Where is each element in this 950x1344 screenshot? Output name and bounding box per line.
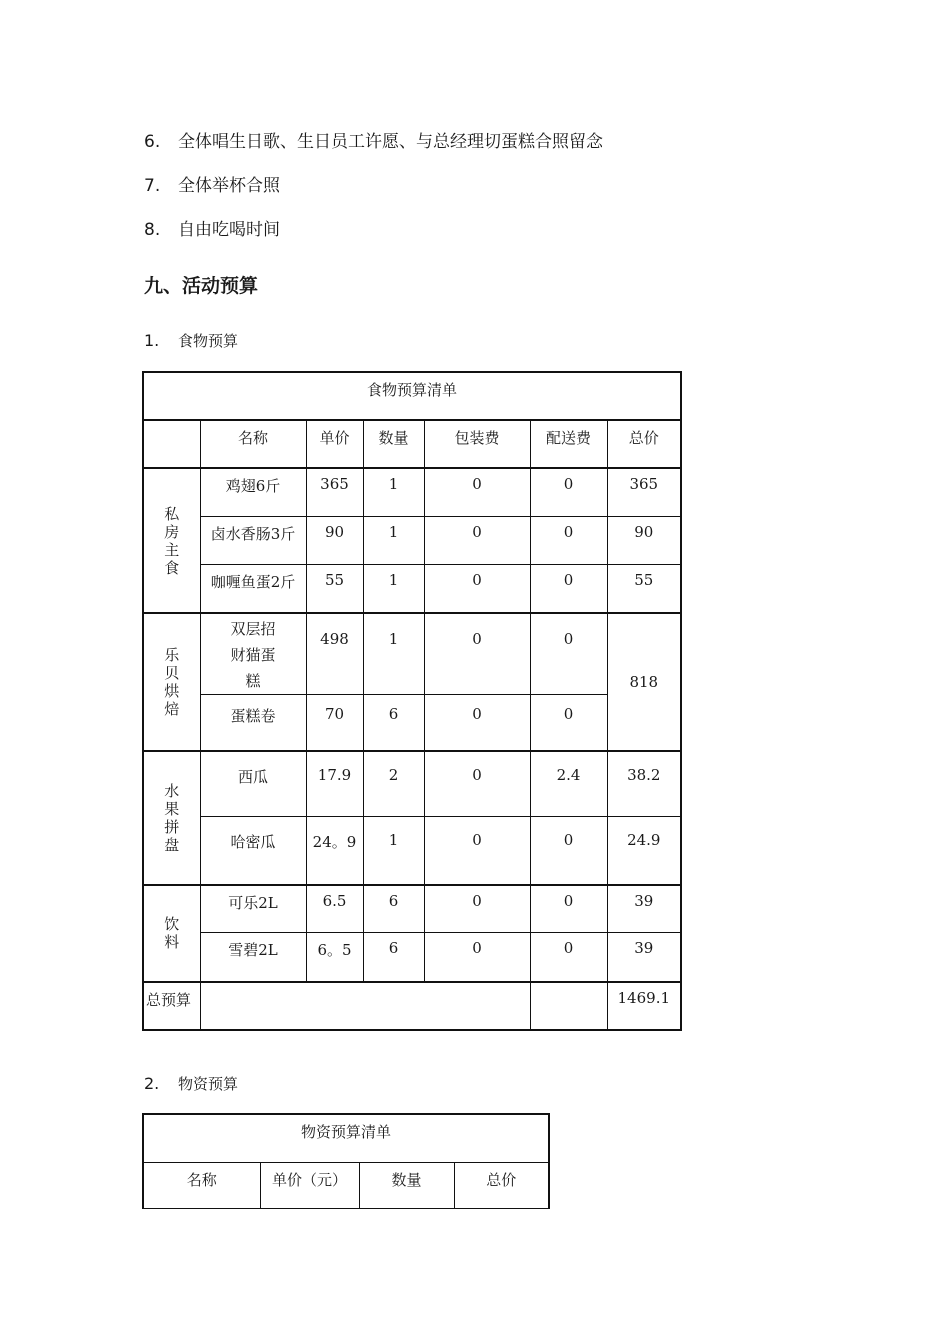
table-row xyxy=(143,468,681,516)
item-delivery: 0 xyxy=(530,468,607,516)
table-row xyxy=(143,613,681,695)
item-name: 哈密瓜 xyxy=(200,817,306,885)
item-qty: 1 xyxy=(363,516,424,564)
subsection-number: 1. xyxy=(144,331,160,350)
list-item xyxy=(144,127,603,152)
header-cell: 总价 xyxy=(607,420,681,468)
table-title: 物资预算清单 xyxy=(143,1114,549,1162)
food-budget-table xyxy=(142,371,682,1031)
item-price: 6.5 xyxy=(306,885,363,933)
item-price: 90 xyxy=(306,516,363,564)
item-delivery: 0 xyxy=(530,817,607,885)
subsection-number: 2. xyxy=(144,1074,160,1093)
header-cell: 数量 xyxy=(363,420,424,468)
table-row xyxy=(143,695,681,751)
item-qty: 6 xyxy=(363,695,424,751)
list-text: 自由吃喝时间 xyxy=(178,220,280,240)
list-item xyxy=(144,171,280,196)
item-qty: 2 xyxy=(363,751,424,817)
list-number: 6. xyxy=(144,132,161,152)
item-price: 365 xyxy=(306,468,363,516)
item-name: 双层招财猫蛋糕 xyxy=(200,613,306,695)
table-row xyxy=(143,933,681,982)
table-header-row xyxy=(143,420,681,468)
table-title: 食物预算清单 xyxy=(143,372,681,420)
item-qty: 6 xyxy=(363,885,424,933)
item-name: 咖喱鱼蛋2斤 xyxy=(200,564,306,613)
table-row xyxy=(143,516,681,564)
list-text: 全体举杯合照 xyxy=(178,176,280,196)
item-pack: 0 xyxy=(424,751,530,817)
supply-budget-table xyxy=(142,1113,550,1209)
item-pack: 0 xyxy=(424,933,530,982)
item-total: 39 xyxy=(607,933,681,982)
item-pack: 0 xyxy=(424,817,530,885)
item-pack: 0 xyxy=(424,885,530,933)
section-heading: 九、活动预算 xyxy=(144,275,259,297)
item-pack: 0 xyxy=(424,516,530,564)
item-qty: 6 xyxy=(363,933,424,982)
total-blank xyxy=(200,982,530,1030)
item-total: 55 xyxy=(607,564,681,613)
item-delivery: 0 xyxy=(530,516,607,564)
category-cell: 饮料 xyxy=(143,885,200,982)
item-name: 西瓜 xyxy=(200,751,306,817)
table-row xyxy=(143,751,681,817)
table-row xyxy=(143,817,681,885)
item-pack: 0 xyxy=(424,613,530,695)
item-total: 365 xyxy=(607,468,681,516)
item-qty: 1 xyxy=(363,564,424,613)
item-total: 38.2 xyxy=(607,751,681,817)
category-cell: 水果拼盘 xyxy=(143,751,200,885)
total-blank xyxy=(530,982,607,1030)
category-cell: 私房主食 xyxy=(143,468,200,613)
header-cell: 总价 xyxy=(454,1162,549,1208)
item-price: 55 xyxy=(306,564,363,613)
item-pack: 0 xyxy=(424,468,530,516)
subsection-heading-supplies xyxy=(144,1073,238,1094)
item-delivery: 2.4 xyxy=(530,751,607,817)
item-pack: 0 xyxy=(424,564,530,613)
item-total: 24.9 xyxy=(607,817,681,885)
item-total: 90 xyxy=(607,516,681,564)
list-number: 8. xyxy=(144,220,161,240)
item-price: 498 xyxy=(306,613,363,695)
item-delivery: 0 xyxy=(530,933,607,982)
list-item xyxy=(144,215,280,240)
header-blank xyxy=(143,420,200,468)
item-price: 24。9 xyxy=(306,817,363,885)
header-cell: 数量 xyxy=(359,1162,454,1208)
table-header-row xyxy=(143,1162,549,1208)
header-cell: 单价（元） xyxy=(260,1162,359,1208)
item-name: 蛋糕卷 xyxy=(200,695,306,751)
item-price: 70 xyxy=(306,695,363,751)
header-cell: 配送费 xyxy=(530,420,607,468)
table-row xyxy=(143,885,681,933)
item-pack: 0 xyxy=(424,695,530,751)
item-price: 17.9 xyxy=(306,751,363,817)
item-name: 雪碧2L xyxy=(200,933,306,982)
total-value: 1469.1 xyxy=(607,982,681,1030)
item-price: 6。5 xyxy=(306,933,363,982)
item-total: 818 xyxy=(607,613,681,751)
table-row xyxy=(143,564,681,613)
total-label: 总预算 xyxy=(143,982,200,1030)
item-delivery: 0 xyxy=(530,695,607,751)
item-qty: 1 xyxy=(363,468,424,516)
item-qty: 1 xyxy=(363,613,424,695)
item-total: 39 xyxy=(607,885,681,933)
item-delivery: 0 xyxy=(530,564,607,613)
item-delivery: 0 xyxy=(530,613,607,695)
item-qty: 1 xyxy=(363,817,424,885)
item-delivery: 0 xyxy=(530,885,607,933)
item-name: 可乐2L xyxy=(200,885,306,933)
category-cell: 乐贝烘焙 xyxy=(143,613,200,751)
header-cell: 单价 xyxy=(306,420,363,468)
header-cell: 名称 xyxy=(200,420,306,468)
header-cell: 包装费 xyxy=(424,420,530,468)
item-name: 鸡翅6斤 xyxy=(200,468,306,516)
subsection-text: 食物预算 xyxy=(178,332,239,350)
header-cell: 名称 xyxy=(143,1162,260,1208)
subsection-text: 物资预算 xyxy=(178,1075,239,1093)
subsection-heading-food xyxy=(144,330,238,351)
list-text: 全体唱生日歌、生日员工许愿、与总经理切蛋糕合照留念 xyxy=(178,132,603,152)
item-name: 卤水香肠3斤 xyxy=(200,516,306,564)
list-number: 7. xyxy=(144,176,161,196)
total-row xyxy=(143,982,681,1030)
